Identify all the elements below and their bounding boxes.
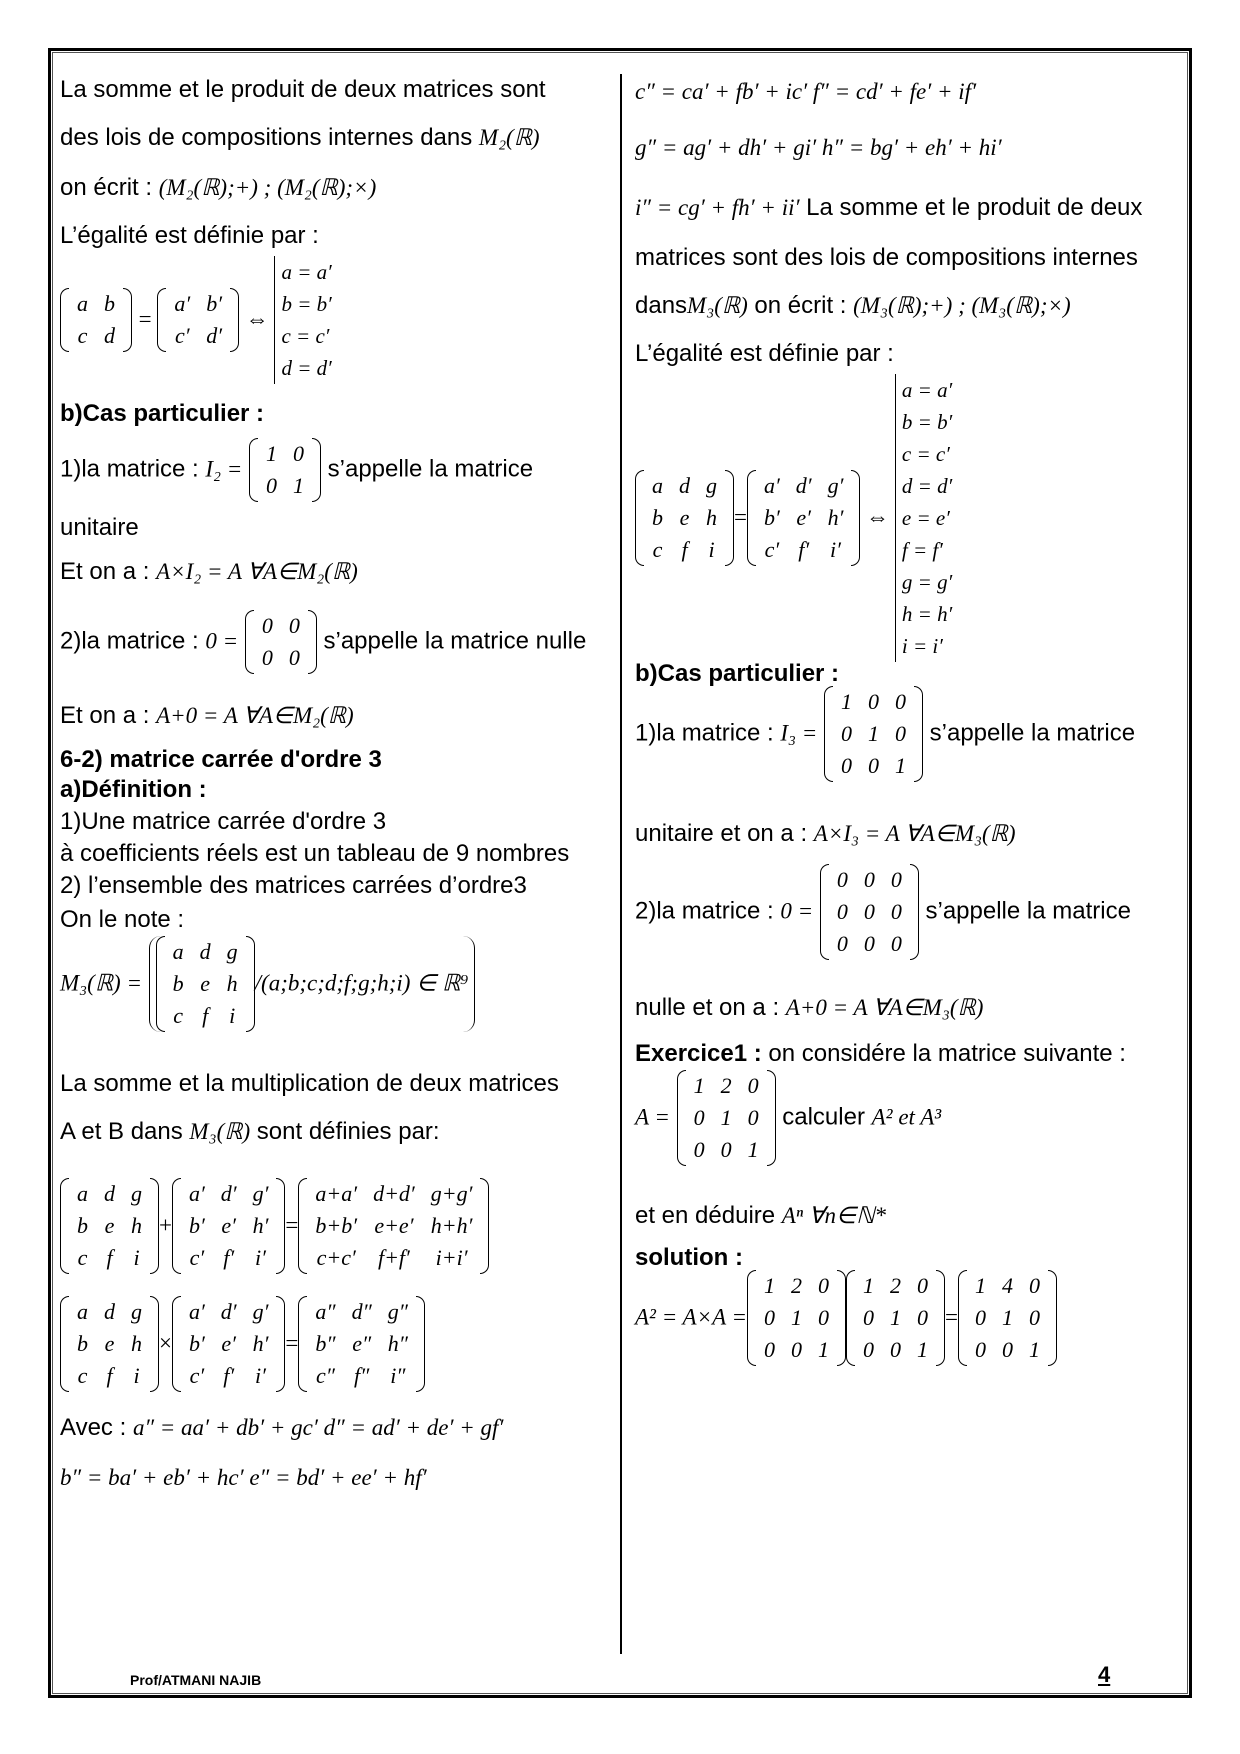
matrix-cell: 0: [894, 689, 906, 714]
set-definition: M₃(ℝ) = a d g b e h c f i /(a;b;c;d;f;g;h;i) ∈ ℝ⁹: [60, 936, 475, 1032]
identity-3-line: 1)la matrice : I₃ = 1 0 0 0 1 0 0 0 1 s’appelle la matrice: [635, 686, 1135, 782]
matrix-cell: 0: [720, 1137, 732, 1162]
matrix-cell: 0: [1002, 1337, 1014, 1362]
matrix-cell: 1: [840, 689, 852, 714]
matrix-cell: 0: [1029, 1305, 1041, 1330]
matrix-cell: b: [104, 291, 115, 316]
matrix-cell: 0: [836, 867, 848, 892]
matrix: [747, 1270, 846, 1366]
matrix-cell: 0: [917, 1273, 929, 1298]
page-number: 4: [1098, 1662, 1111, 1687]
matrix-cell: 0: [292, 441, 304, 466]
matrix-cell: g: [131, 1181, 142, 1206]
matrix-cell: f″: [354, 1363, 370, 1388]
matrix-cell: c+c′: [316, 1245, 356, 1270]
text-line: nulle et on a : A+0 = A ∀A∈M₃(ℝ): [635, 994, 984, 1021]
text-line: On le note :: [60, 906, 185, 933]
text-line: La somme et le produit de deux matrices sont: [60, 76, 546, 103]
matrix: [958, 1270, 1057, 1366]
matrix-cell: 0: [863, 1305, 875, 1330]
matrix-cell: b″: [315, 1331, 336, 1356]
matrix-cell: g′: [252, 1299, 269, 1324]
matrix-cell: 0: [975, 1337, 987, 1362]
matrix-cell: 1: [265, 441, 277, 466]
exercise-matrix-line: A = 1 2 0 0 1 0 0 0 1 calculer A² et A³: [635, 1070, 941, 1166]
section-heading: b)Cas particulier :: [635, 660, 840, 687]
matrix-cell: 0: [890, 899, 902, 924]
matrix-cell: h′: [252, 1213, 269, 1238]
matrix-cell: 0: [288, 645, 300, 670]
matrix-cell: 0: [917, 1305, 929, 1330]
matrix-cell: i″: [390, 1363, 406, 1388]
matrix-cell: b: [77, 1331, 88, 1356]
section-heading: a)Définition :: [60, 776, 207, 803]
matrix-cell: g″: [387, 1299, 408, 1324]
matrix-cell: i: [133, 1363, 140, 1388]
matrix-cell: b′: [206, 291, 223, 316]
text-line: unitaire et on a : A×I₃ = A ∀A∈M₃(ℝ): [635, 820, 1016, 847]
matrix-cell: 0: [288, 613, 300, 638]
equation: b = b′: [281, 292, 332, 316]
text-line: A et B dans M₃(ℝ) sont définies par:: [60, 1118, 440, 1145]
matrix-cell: d: [199, 939, 211, 964]
matrix-cell: d: [104, 323, 115, 348]
matrix-cell: 1: [791, 1305, 803, 1330]
section-heading: 6-2) matrice carrée d'ordre 3: [60, 746, 382, 773]
matrix: [172, 1178, 285, 1274]
matrix-cell: c″: [316, 1363, 335, 1388]
matrix-cell: 4: [1002, 1273, 1014, 1298]
matrix-cell: d′: [220, 1299, 237, 1324]
equation: c = c′: [901, 442, 950, 466]
matrix-cell: c: [77, 323, 88, 348]
matrix-cell: f+f′: [377, 1245, 410, 1270]
matrix-cell: b: [77, 1213, 88, 1238]
equation: h = h′: [901, 602, 953, 626]
matrix-cell: a″: [315, 1299, 336, 1324]
matrix-cell: e: [679, 505, 690, 530]
exercise-line: Exercice1 : on considére la matrice suivante :: [635, 1040, 1126, 1067]
matrix-cell: i: [229, 1003, 236, 1028]
matrix-cell: d: [104, 1181, 115, 1206]
matrix-cell: i: [133, 1245, 140, 1270]
matrix-cell: b+b′: [315, 1213, 358, 1238]
equation: g = g′: [901, 570, 953, 594]
matrix-cell: 1: [975, 1273, 987, 1298]
matrix-cell: 1: [917, 1337, 929, 1362]
matrix-cell: h′: [252, 1331, 269, 1356]
matrix-cell: 0: [863, 899, 875, 924]
matrix-cell: g′: [252, 1181, 269, 1206]
identity-2-line: 1)la matrice : I₂ = 1 0 0 1 s’appelle la matrice: [60, 438, 533, 502]
matrix-cell: f: [202, 1003, 209, 1028]
matrix-cell: f′: [223, 1363, 235, 1388]
text-line: dansM₃(ℝ) on écrit : (M₃(ℝ);+) ; (M₃(ℝ);×): [635, 292, 1071, 319]
matrix-cell: 0: [975, 1305, 987, 1330]
matrix: [747, 470, 860, 566]
matrix-cell: e+e′: [374, 1213, 414, 1238]
equation: d = d′: [281, 356, 332, 380]
matrix-cell: 0: [863, 1337, 875, 1362]
text-line: 1)Une matrice carrée d'ordre 3: [60, 808, 387, 835]
matrix-cell: 0: [894, 721, 906, 746]
equation: i = i′: [901, 634, 943, 658]
equation: a = a′: [901, 378, 953, 402]
matrix: [677, 1070, 776, 1166]
equation: d = d′: [901, 474, 953, 498]
matrix-cell: 0: [863, 931, 875, 956]
matrix-cell: a+a′: [315, 1181, 358, 1206]
matrix-cell: 0: [261, 613, 273, 638]
equation-system: [274, 256, 331, 384]
equation: b = b′: [901, 410, 953, 434]
matrix-cell: h″: [387, 1331, 408, 1356]
matrix-cell: b: [172, 971, 184, 996]
matrix-cell: i: [708, 537, 715, 562]
matrix-cell: 1: [1029, 1337, 1041, 1362]
matrix-cell: e′: [221, 1331, 236, 1356]
matrix-cell: i′: [255, 1245, 266, 1270]
matrix-cell: 0: [764, 1305, 776, 1330]
matrix-cell: 0: [764, 1337, 776, 1362]
solution-equation: A² = A×A = 1 2 0 0 1 0 0 0 1 1 2 0 0 1 0 0 0 1 = 1 4 0 0 1 0 0 0 1: [635, 1270, 1057, 1366]
matrix-cell: b′: [188, 1331, 205, 1356]
matrix-cell: 0: [867, 753, 879, 778]
matrix-cell: 1: [863, 1273, 875, 1298]
matrix-cell: c′: [189, 1245, 205, 1270]
matrix-cell: h: [131, 1331, 142, 1356]
matrix-cell: 0: [791, 1337, 803, 1362]
matrix-cell: c: [77, 1363, 88, 1388]
matrix-cell: 0: [836, 899, 848, 924]
matrix-cell: 1: [720, 1105, 732, 1130]
matrix-cell: 0: [693, 1105, 705, 1130]
matrix-cell: e′: [221, 1213, 236, 1238]
equation: e = e′: [901, 506, 950, 530]
equation: f = f′: [901, 538, 943, 562]
matrix-cell: g: [131, 1299, 142, 1324]
matrix-cell: 1: [1002, 1305, 1014, 1330]
matrix-cell: e: [104, 1331, 115, 1356]
matrix-cell: 0: [840, 721, 852, 746]
matrix-cell: a: [77, 1181, 88, 1206]
equation: c = c′: [281, 324, 330, 348]
text-line: à coefficients réels est un tableau de 9 nombres: [60, 840, 570, 867]
matrix: [157, 288, 239, 352]
matrix-cell: a′: [174, 291, 191, 316]
matrix-cell: 0: [818, 1305, 830, 1330]
matrix-cell: c′: [175, 323, 190, 348]
matrix-cell: f: [106, 1245, 113, 1270]
matrix-cell: h: [226, 971, 238, 996]
matrix-cell: g: [706, 473, 717, 498]
matrix: [249, 438, 321, 502]
text-line: unitaire: [60, 514, 139, 541]
matrix-cell: h: [131, 1213, 142, 1238]
matrix-cell: d: [104, 1299, 115, 1324]
matrix-cell: 1: [747, 1137, 759, 1162]
matrix: [824, 686, 923, 782]
matrix-cell: 0: [747, 1073, 759, 1098]
matrix: [635, 470, 734, 566]
matrix-cell: g+g′: [430, 1181, 473, 1206]
text-line: 2) l’ensemble des matrices carrées d’ordre3: [60, 872, 527, 899]
matrix-cell: 0: [890, 867, 902, 892]
matrix-cell: 0: [836, 931, 848, 956]
matrix-cell: c: [652, 537, 663, 562]
matrix: [60, 1178, 159, 1274]
text-line: L’égalité est définie par :: [635, 340, 894, 367]
text-line: Avec : a″ = aa′ + db′ + gc′ d″ = ad′ + de′ + gf′: [60, 1414, 504, 1441]
matrix-cell: e: [104, 1213, 115, 1238]
text-line: Et on a : A+0 = A ∀A∈M₂(ℝ): [60, 702, 354, 729]
matrix-cell: c′: [764, 537, 780, 562]
matrix: [156, 936, 255, 1032]
matrix-cell: 1: [693, 1073, 705, 1098]
text-line: L’égalité est définie par :: [60, 222, 319, 249]
matrix-cell: 0: [693, 1137, 705, 1162]
matrix-cell: a′: [763, 473, 780, 498]
matrix-cell: f: [106, 1363, 113, 1388]
matrix-cell: 0: [1029, 1273, 1041, 1298]
matrix-cell: a′: [188, 1299, 205, 1324]
matrix-cell: 0: [867, 689, 879, 714]
matrix-cell: e: [200, 971, 211, 996]
text-line: des lois de compositions internes dans M₂(ℝ): [60, 124, 540, 151]
matrix-cell: a: [172, 939, 184, 964]
matrix-cell: 1: [818, 1337, 830, 1362]
formula-line: c″ = ca′ + fb′ + ic′ f″ = cd′ + fe′ + if′: [635, 79, 977, 104]
matrix-cell: d″: [351, 1299, 372, 1324]
matrix: [172, 1296, 285, 1392]
formula-line: g″ = ag′ + dh′ + gi′ h″ = bg′ + eh′ + hi′: [635, 135, 1002, 160]
matrix-cell: i′: [255, 1363, 266, 1388]
text-line: i″ = cg′ + fh′ + ii′ La somme et le produit de deux: [635, 194, 1143, 221]
null-3-line: 2)la matrice : 0 = 0 0 0 0 0 0 0 0 0 s’appelle la matrice: [635, 864, 1131, 960]
text-line: La somme et la multiplication de deux matrices: [60, 1070, 559, 1097]
matrix-cell: h: [706, 505, 717, 530]
matrix-cell: a′: [188, 1181, 205, 1206]
matrix-cell: d+d′: [373, 1181, 415, 1206]
matrix-cell: 1: [292, 473, 304, 498]
matrix-cell: 0: [863, 867, 875, 892]
equation-system: [895, 374, 952, 662]
matrix: [846, 1270, 945, 1366]
matrix-cell: g: [226, 939, 238, 964]
matrix: [298, 1178, 489, 1274]
column-divider: [620, 74, 622, 1654]
matrix-cell: h′: [827, 505, 844, 530]
matrix-cell: e′: [796, 505, 811, 530]
matrix: [298, 1296, 425, 1392]
section-heading: b)Cas particulier :: [60, 400, 265, 427]
matrix: [245, 610, 317, 674]
matrix-cell: f′: [798, 537, 810, 562]
matrix-cell: d′: [795, 473, 812, 498]
matrix-cell: i′: [830, 537, 841, 562]
product-equation: a d g b e h c f i × a′ d′ g′ b′ e′ h′ c′ f′ i′ = a″ d″ g″ b″ e″ h″ c″ f″ i″: [60, 1296, 425, 1392]
equality-3x3: a d g b e h c f i = a′ d′ g′ b′ e′ h′ c′ f′ i′ ⇔ a = a′ b = b′ c = c′ d = d′ e = e′ f = f′ g = g′ h = h′ i = i′: [635, 374, 952, 662]
matrix-cell: 0: [818, 1273, 830, 1298]
matrix-cell: d′: [220, 1181, 237, 1206]
matrix: [60, 288, 132, 352]
text-line: matrices sont des lois de compositions internes: [635, 244, 1138, 271]
matrix: [820, 864, 919, 960]
matrix-cell: 0: [840, 753, 852, 778]
matrix-cell: 0: [265, 473, 277, 498]
matrix-cell: a: [77, 1299, 88, 1324]
matrix-cell: 0: [261, 645, 273, 670]
matrix-cell: c: [77, 1245, 88, 1270]
matrix-cell: a: [77, 291, 88, 316]
matrix-cell: i+i′: [435, 1245, 468, 1270]
null-2-line: 2)la matrice : 0 = 0 0 0 0 s’appelle la matrice nulle: [60, 610, 586, 674]
matrix-cell: c′: [189, 1363, 205, 1388]
formula-line: b″ = ba′ + eb′ + hc′ e″ = bd′ + ee′ + hf′: [60, 1465, 427, 1490]
matrix-cell: g′: [827, 473, 844, 498]
matrix-cell: b′: [763, 505, 780, 530]
footer-author: Prof/ATMANI NAJIB: [130, 1672, 262, 1688]
matrix-cell: c: [173, 1003, 184, 1028]
matrix-cell: a: [652, 473, 663, 498]
text-line: et en déduire Aⁿ ∀n∈ℕ*: [635, 1202, 887, 1229]
matrix-cell: 0: [747, 1105, 759, 1130]
matrix-cell: d′: [206, 323, 223, 348]
equation: a = a′: [281, 260, 332, 284]
matrix-cell: b: [652, 505, 663, 530]
text-line: on écrit : (M₂(ℝ);+) ; (M₂(ℝ);×): [60, 174, 377, 201]
matrix-cell: b′: [188, 1213, 205, 1238]
matrix-cell: 1: [894, 753, 906, 778]
sum-equation: a d g b e h c f i + a′ d′ g′ b′ e′ h′ c′ f′ i′ = a+a′ d+d′ g+g′ b+b′ e+e′ h+h′ c+c′ f+f′ i+i′: [60, 1178, 489, 1274]
matrix-cell: 0: [890, 931, 902, 956]
equality-2x2: a b c d = a′ b′ c′ d′ ⇔ a = a′ b = b′ c = c′ d = d′: [60, 256, 332, 384]
text-line: Et on a : A×I₂ = A ∀A∈M₂(ℝ): [60, 558, 358, 585]
matrix-cell: e″: [352, 1331, 372, 1356]
section-heading: solution :: [635, 1244, 743, 1271]
matrix-cell: 2: [791, 1273, 803, 1298]
matrix-cell: 2: [890, 1273, 902, 1298]
matrix-cell: 0: [890, 1337, 902, 1362]
matrix-cell: h+h′: [430, 1213, 473, 1238]
matrix: [60, 1296, 159, 1392]
matrix-cell: 2: [720, 1073, 732, 1098]
matrix-cell: d: [679, 473, 690, 498]
matrix-cell: f′: [223, 1245, 235, 1270]
matrix-cell: f: [681, 537, 688, 562]
matrix-cell: 1: [867, 721, 879, 746]
matrix-cell: 1: [764, 1273, 776, 1298]
matrix-cell: 1: [890, 1305, 902, 1330]
